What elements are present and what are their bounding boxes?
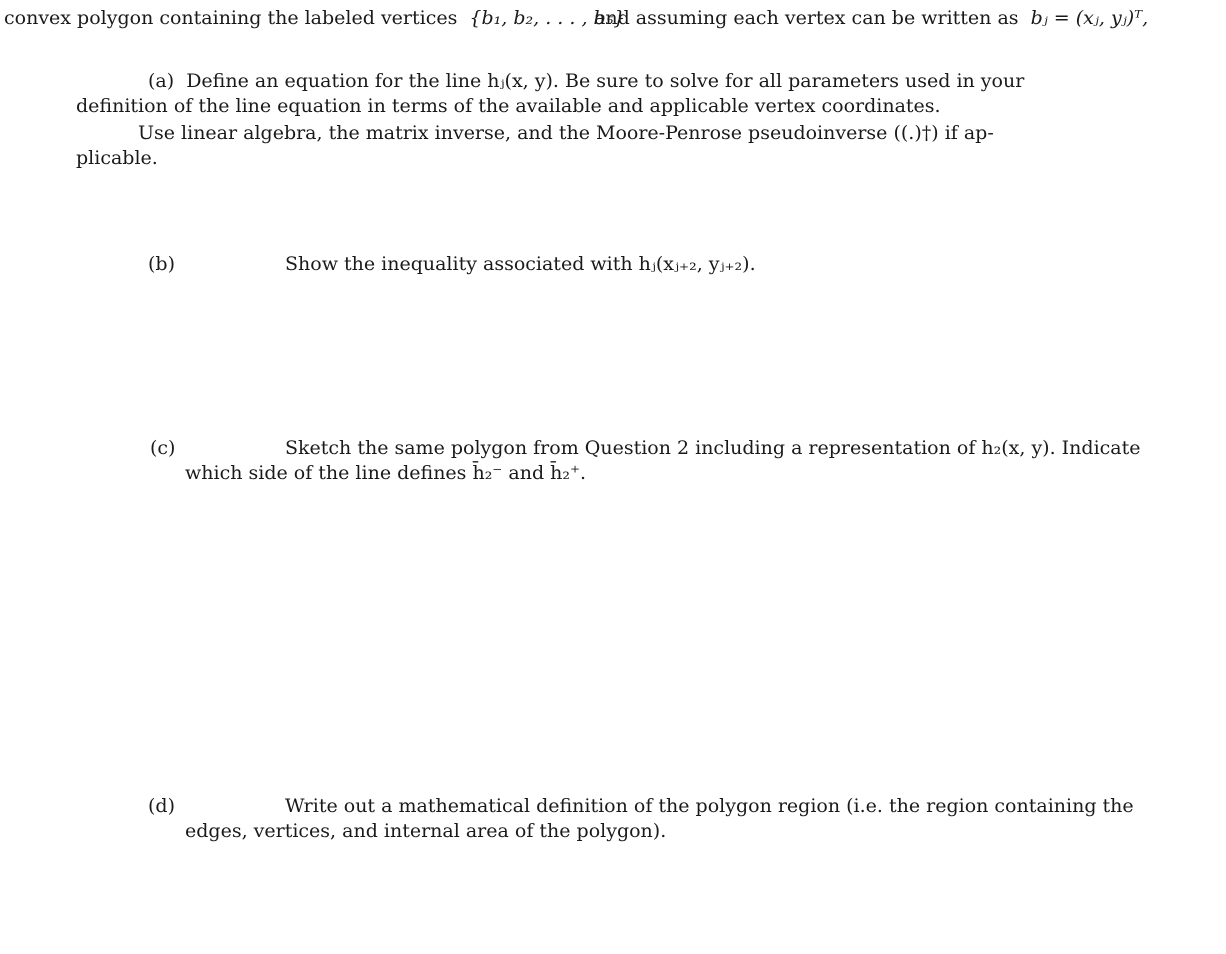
part-c-label: (c) [150, 437, 176, 459]
intro-line [4, 6, 625, 30]
intro-text-after: and assuming each vertex can be written as [594, 7, 1019, 29]
vertex-set: {b₁, b₂, . . . , b₅} [469, 7, 626, 29]
vertex-definition: bⱼ = (xⱼ, yⱼ)ᵀ, [1030, 7, 1149, 29]
part-a-line-4: plicable. [76, 147, 158, 169]
intro-line-right [594, 6, 1148, 30]
part-d-label: (d) [148, 795, 175, 817]
part-b-text: Show the inequality associated with hⱼ(xⱼ₊₂, yⱼ₊₂). [285, 253, 756, 275]
intro-text-before: convex polygon containing the labeled vertices [4, 7, 458, 29]
part-a-line-2: definition of the line equation in terms of the available and applicable vertex coordinates. [76, 95, 941, 117]
part-a-label: (a) [148, 70, 175, 92]
part-a-line-1 [148, 69, 1024, 93]
part-c-text-1: Sketch the same polygon from Question 2 including a representation of h₂(x, y). Indicate [285, 437, 1141, 459]
part-a-text-1: Define an equation for the line hⱼ(x, y). Be sure to solve for all parameters used in your [186, 70, 1025, 92]
part-c-text-2: which side of the line defines h̄₂⁻ and h̄₂⁺. [185, 462, 587, 484]
part-d-text-2: edges, vertices, and internal area of the polygon). [185, 820, 667, 842]
part-a-line-3: Use linear algebra, the matrix inverse, and the Moore-Penrose pseudoinverse ((.)†) if ap- [138, 122, 994, 144]
part-d-text-1: Write out a mathematical definition of the polygon region (i.e. the region containing the [285, 795, 1134, 817]
part-b-label: (b) [148, 253, 175, 275]
